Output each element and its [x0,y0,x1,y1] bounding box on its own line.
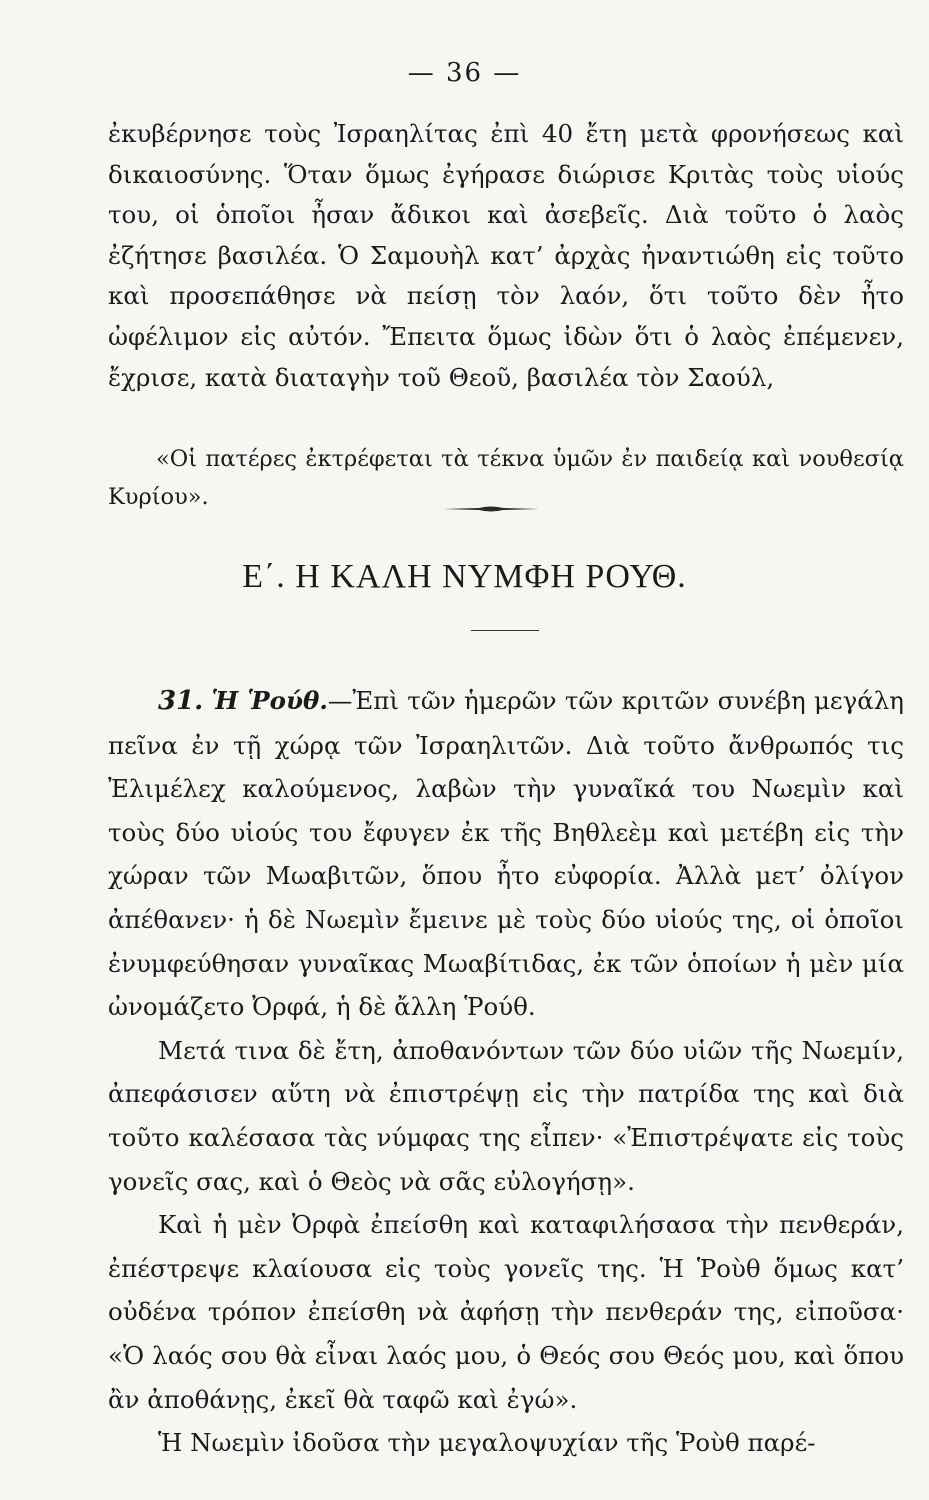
ornamental-divider [443,504,539,514]
section-number: 31. [158,686,204,716]
section-paragraph-3: Καὶ ἡ μὲν Ὀρφὰ ἐπείσθη καὶ καταφιλήσασα τὴν πενθεράν, ἐπέστρεψε κλαίουσα εἰς τοὺς γονεῖς της. Ἡ Ῥοὺθ ὅμως κατ’ οὐδένα τρόπον ἐπείσθη νὰ ἀφήσῃ τὴν πενθεράν της, εἰποῦσα· «Ὁ λαός σου θὰ εἶναι λαός μου, ὁ Θεός σου Θεός μου, καὶ ὅπου ἂν ἀποθάνῃς, ἐκεῖ θὰ ταφῶ καὶ ἐγώ». [108,1210,904,1414]
section-paragraph-4: Ἡ Νωεμὶν ἰδοῦσα τὴν μεγαλοψυχίαν τῆς Ῥοὺθ παρέ- [158,1428,816,1458]
scripture-quote: «Οἱ πατέρες ἐκτρέφεται τὰ τέκνα ὑμῶν ἐν παιδείᾳ καὶ νουθεσίᾳ Κυρίου». [108,446,904,510]
section-heading: Ε΄. Η ΚΑΛΗ ΝΥΜΦΗ ΡΟΥΘ. [242,558,687,595]
intro-paragraph: ἐκυβέρνησε τοὺς Ἰσραηλίτας ἐπὶ 40 ἔτη μετὰ φρονήσεως καὶ δικαιοσύνης. Ὅταν ὅμως ἐγήρασε διώρισε Κριτὰς τοὺς υἱούς του, οἱ ὁποῖοι ἦσαν ἄδικοι καὶ ἀσεβεῖς. Διὰ τοῦτο ὁ λαὸς ἐζήτησε βασιλέα. Ὁ Σαμουὴλ κατ’ ἀρχὰς ἠναντιώθη εἰς τοῦτο καὶ προσεπάθησε νὰ πείσῃ τὸν λαόν, ὅτι τοῦτο δὲν ἦτο ὠφέλιμον εἰς αὐτόν. Ἔπειτα ὅμως ἰδὼν ὅτι ὁ λαὸς ἐπέμενεν, ἔχρισε, κατὰ διαταγὴν τοῦ Θεοῦ, βασιλέα τὸν Σαούλ, [108,119,904,392]
section-paragraph-1-text: —Ἐπὶ τῶν ἡμερῶν τῶν κριτῶν συνέβη μεγάλη πεῖνα ἐν τῇ χώρᾳ τῶν Ἰσραηλιτῶν. Διὰ τοῦτο ἄνθρωπός τις Ἐλιμέλεχ καλούμενος, λαβὼν τὴν γυναῖκά του Νωεμὶν καὶ τοὺς δύο υἱούς του ἔφυγεν ἐκ τῆς Βηθλεὲμ καὶ μετέβη εἰς τὴν χώραν τῶν Μωαβιτῶν, ὅπου ἦτο εὐφορία. Ἀλλὰ μετ’ ὀλίγον ἀπέθανεν· ἡ δὲ Νωεμὶν ἔμεινε μὲ τοὺς δύο υἱούς της, οἱ ὁποῖοι ἐνυμφεύθησαν γυναῖκας Μωαβίτιδας, ἐκ τῶν ὁποίων ἡ μὲν μία ὠνομάζετο Ὀρφά, ἡ δὲ ἄλλη Ῥούθ. [108,686,904,1022]
section-title: Ἡ Ῥούθ. [211,686,328,715]
section-paragraph-2: Μετά τινα δὲ ἔτη, ἀποθανόντων τῶν δύο υἱῶν τῆς Νωεμίν, ἀπεφάσισεν αὕτη νὰ ἐπιστρέψῃ εἰς τὴν πατρίδα της καὶ διὰ τοῦτο καλέσασα τὰς νύμφας της εἶπεν· «Ἐπιστρέψατε εἰς τοὺς γονεῖς σας, καὶ ὁ Θεὸς νὰ σᾶς εὐλογήσῃ». [108,1035,904,1196]
section-paragraph-1 [108,679,904,1029]
intro-text-block [108,114,904,398]
page-number: — 36 — [407,58,522,88]
heading-rule [471,630,539,631]
section-text-block [108,679,904,1465]
